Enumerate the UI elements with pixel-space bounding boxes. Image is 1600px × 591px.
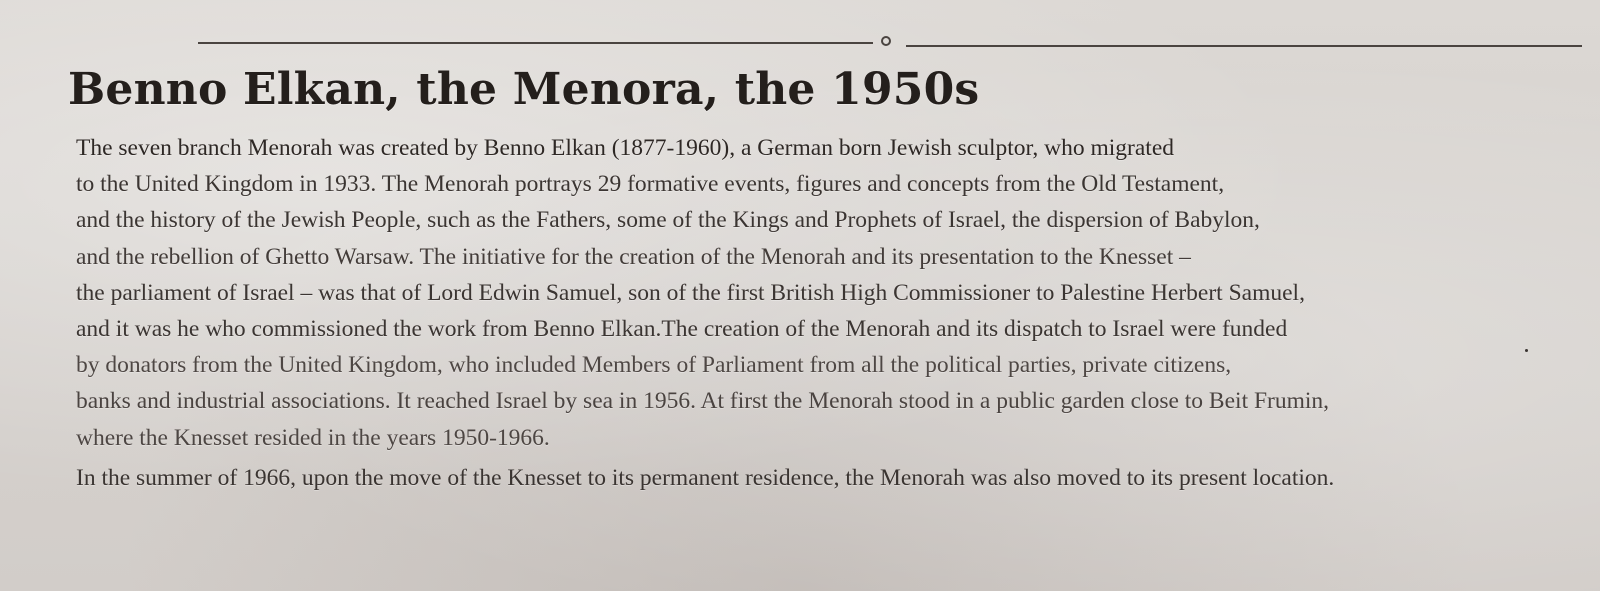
body-line: by donators from the United Kingdom, who included Members of Parliament from all the political parties, private citizens, xyxy=(76,352,1232,379)
body-line: to the United Kingdom in 1933. The Menorah portrays 29 formative events, figures and concepts from the Old Testament, xyxy=(76,171,1225,198)
body-line: where the Knesset resided in the years 1950-1966. xyxy=(76,424,550,451)
plaque-title: Benno Elkan, the Menora, the 1950s xyxy=(68,64,980,115)
body-line: and it was he who commissioned the work from Benno Elkan.The creation of the Menorah and its dispatch to Israel were funded xyxy=(76,315,1288,342)
body-line: and the history of the Jewish People, such as the Fathers, some of the Kings and Prophets of Israel, the dispersion of Babylon, xyxy=(76,207,1260,234)
body-line: the parliament of Israel – was that of Lord Edwin Samuel, son of the first British High Commissioner to Palestine Herbert Samuel, xyxy=(76,279,1305,306)
divider-ornament-icon xyxy=(881,36,891,46)
top-divider-right xyxy=(906,45,1582,47)
body-line: The seven branch Menorah was created by Benno Elkan (1877-1960), a German born Jewish sculptor, who migrated xyxy=(76,135,1175,161)
surface-mark xyxy=(1525,349,1528,352)
plaque-body xyxy=(76,130,1576,496)
body-line: and the rebellion of Ghetto Warsaw. The initiative for the creation of the Menorah and its presentation to the Knesset – xyxy=(76,243,1191,270)
body-line: In the summer of 1966, upon the move of the Knesset to its permanent residence, the Menorah was also moved to its present location. xyxy=(76,464,1335,491)
top-divider-left xyxy=(198,42,873,44)
body-line: banks and industrial associations. It reached Israel by sea in 1956. At first the Menorah stood in a public garden close to Beit Frumin, xyxy=(76,388,1330,415)
